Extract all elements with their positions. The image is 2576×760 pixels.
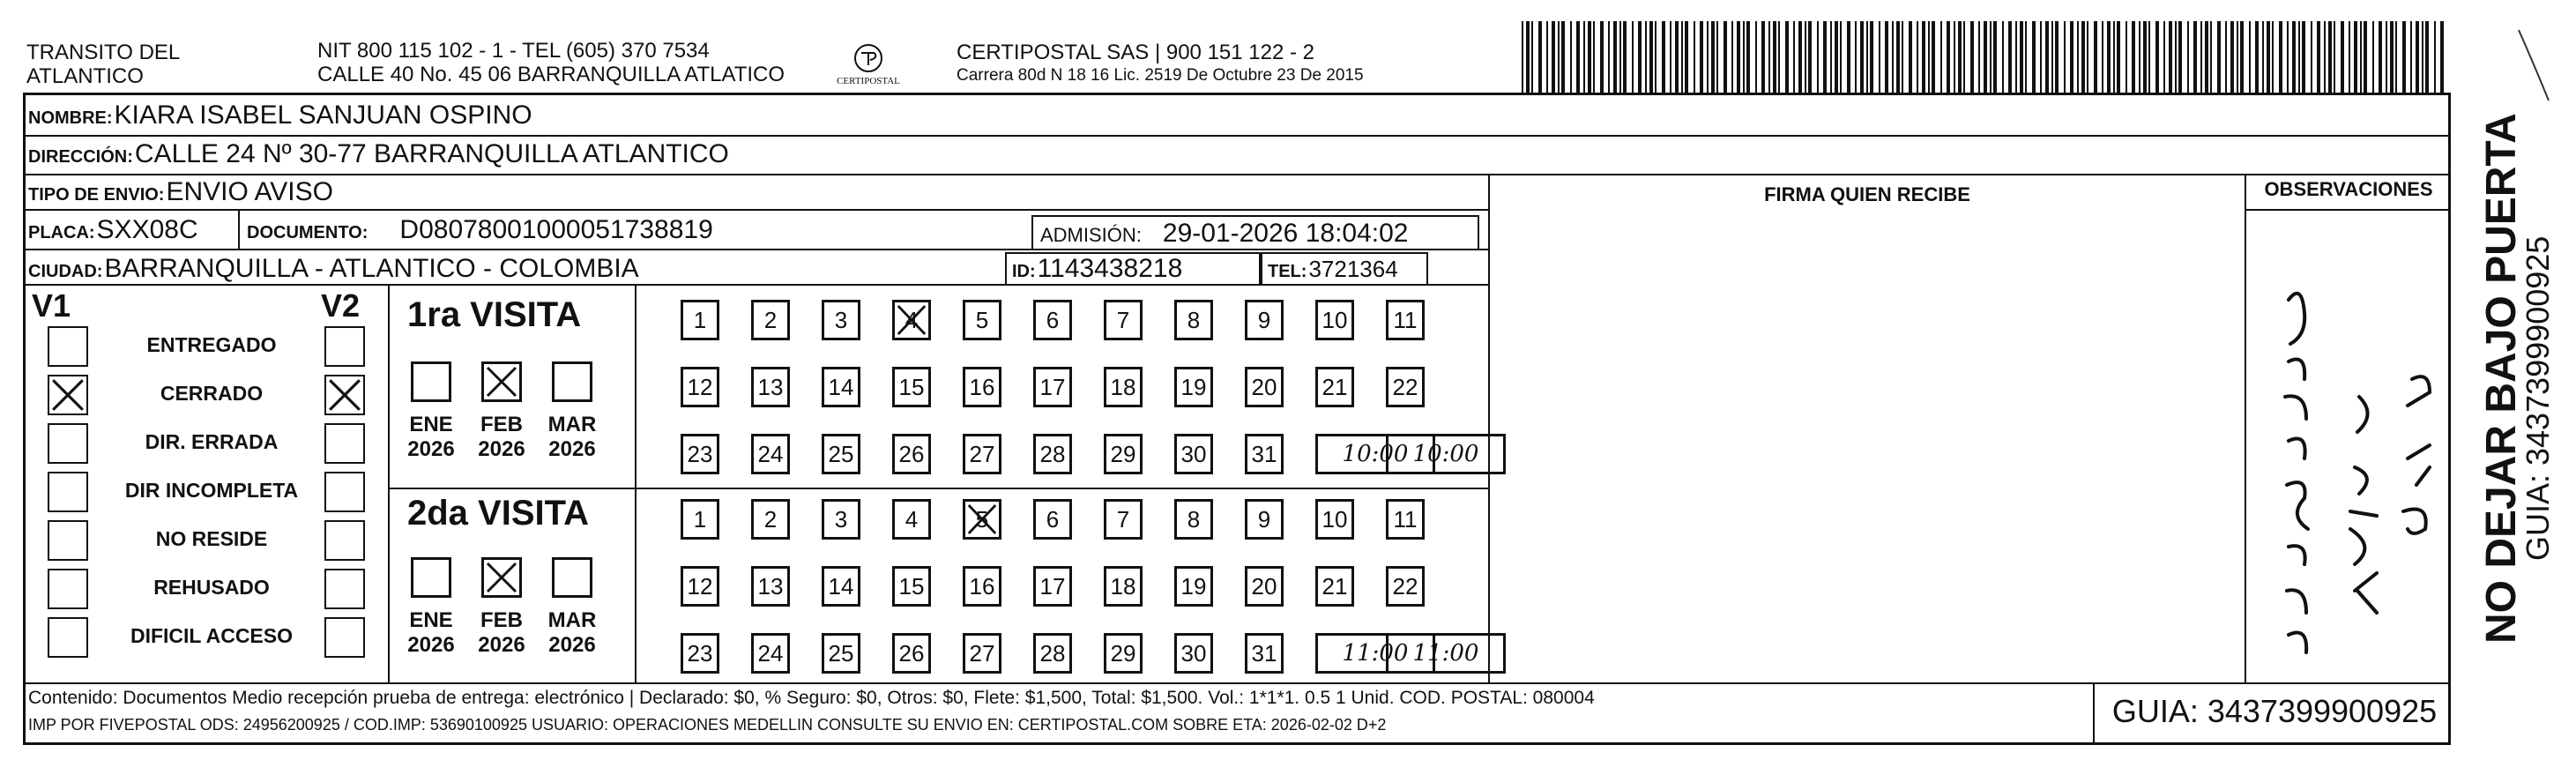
sender-line-2: ATLANTICO [26,64,144,88]
month-name: MAR [547,413,597,436]
day-cell[interactable]: 18 [1104,566,1143,607]
day-cell[interactable]: 16 [963,566,1001,607]
address-line: CALLE 40 No. 45 06 BARRANQUILLA ATLATICO [317,63,785,86]
certipostal-logo [829,41,908,92]
day-cell[interactable]: 10 [1315,499,1354,540]
day-cell[interactable]: 30 [1174,434,1213,474]
admision-value: 29-01-2026 18:04:02 [1162,219,1409,248]
ciudad-value: BARRANQUILLA - ATLANTICO - COLOMBIA [104,254,639,283]
day-cell[interactable]: 29 [1104,633,1143,674]
ciudad-cell [28,254,639,284]
day-cell[interactable]: 11 [1386,499,1425,540]
month-checkbox[interactable] [552,361,592,402]
tel-value: 3721364 [1308,256,1398,282]
status-label: ENTREGADO [146,333,277,356]
direccion-row [28,139,729,169]
no-dejar-bajo-puerta: NO DEJAR BAJO PUERTA [2478,113,2525,644]
day-cell[interactable]: 27 [963,633,1001,674]
month-label [537,608,607,658]
month-name: FEB [480,413,523,436]
sender-contact [317,39,785,86]
day-cell[interactable]: 26 [892,434,931,474]
day-cell[interactable]: 27 [963,434,1001,474]
status-label: REHUSADO [153,576,270,599]
month-label [537,413,607,462]
day-cell[interactable]: 20 [1245,367,1284,407]
status-label: CERRADO [160,382,264,405]
day-cell[interactable]: 26 [892,633,931,674]
nombre-row [28,101,532,130]
day-cell[interactable]: 11 [1386,300,1425,340]
month-checkbox[interactable] [411,557,451,598]
id-label: ID: [1012,262,1036,281]
month-year: 2026 [478,633,525,657]
month-year: 2026 [478,437,525,461]
month-name: ENE [409,608,453,632]
day-cell[interactable]: 4 [892,499,931,540]
license-line: Carrera 80d N 18 16 Lic. 2519 De Octubre 23 De 2015 [957,66,1364,85]
time-cell[interactable]: 11:00 [1315,633,1435,674]
v2-header: V2 [321,287,361,324]
placa-label: PLACA: [28,223,95,242]
status-label: NO RESIDE [155,527,268,550]
day-cell[interactable]: 7 [1104,300,1143,340]
firma-header: FIRMA QUIEN RECIBE [1764,183,1970,205]
barcode [1522,21,2454,95]
id-cell [1012,254,1182,284]
month-checkbox[interactable] [552,557,592,598]
nit-line: NIT 800 115 102 - 1 - TEL (605) 370 7534 [317,39,710,63]
month-name: ENE [409,413,453,436]
nombre-label: NOMBRE: [28,108,113,128]
logo-text: CERTIPOSTAL [837,76,900,86]
day-cell[interactable]: 29 [1104,434,1143,474]
direccion-label: DIRECCIÓN: [28,147,133,167]
placa-value: SXX08C [96,215,198,244]
month-label [466,413,537,462]
day-cell[interactable]: 14 [822,566,860,607]
tipo-row [28,177,333,207]
x-mark-icon [484,560,519,595]
footer-contenido: Contenido: Documentos Medio recepción prueba de entrega: electrónico | Declarado: $0, % Seguro: $0, Otros: $0, Flete: $1,500, Total: $1,500. Vol.: 1*1*1. 0.5 1 Unid. COD. POSTAL: 080004 [28,688,1595,708]
day-cell[interactable]: 4 [892,300,931,340]
x-mark-icon [484,364,519,399]
id-value: 1143438218 [1037,254,1183,283]
x-mark-icon [895,302,928,338]
day-cell[interactable]: 13 [751,367,790,407]
status-label: DIFICIL ACCESO [130,624,293,647]
day-cell[interactable]: 28 [1033,434,1072,474]
month-checkbox[interactable] [411,361,451,402]
day-cell[interactable]: 19 [1174,566,1213,607]
side-guia: GUIA: 3437399900925 [2520,235,2556,561]
day-cell[interactable]: 31 [1245,434,1284,474]
day-cell[interactable]: 30 [1174,633,1213,674]
month-name: MAR [547,608,597,632]
month-year: 2026 [548,633,596,657]
x-mark-icon [965,502,999,537]
handwritten-observations [2253,265,2438,670]
observaciones-header: OBSERVACIONES [2264,178,2433,200]
company-line: CERTIPOSTAL SAS | 900 151 122 - 2 [957,41,1314,64]
day-cell[interactable]: 24 [751,633,790,674]
time-cell[interactable]: 11:00 [1386,633,1506,674]
day-cell[interactable]: 3 [822,300,860,340]
ciudad-label: CIUDAD: [28,262,103,281]
day-cell[interactable]: 22 [1386,566,1425,607]
day-cell[interactable]: 24 [751,434,790,474]
admision-label: ADMISIÓN: [1040,224,1142,246]
day-cell[interactable]: 20 [1245,566,1284,607]
direccion-value: CALLE 24 Nº 30-77 BARRANQUILLA ATLANTICO [134,139,729,168]
day-cell[interactable]: 1 [681,499,719,540]
status-label: DIR INCOMPLETA [124,479,299,502]
guia-box: GUIA: 3437399900925 [2111,693,2438,729]
documento-cell [247,215,713,245]
day-cell[interactable]: 25 [822,434,860,474]
month-label [466,608,537,658]
month-label [396,413,466,462]
time-cell[interactable]: 10:00 [1315,434,1435,474]
month-label [396,608,466,658]
day-cell[interactable]: 12 [681,367,719,407]
tipo-label: TIPO DE ENVIO: [28,185,165,205]
day-cell[interactable]: 25 [822,633,860,674]
day-cell[interactable]: 3 [822,499,860,540]
day-cell[interactable]: 7 [1104,499,1143,540]
day-cell[interactable]: 9 [1245,300,1284,340]
day-cell[interactable]: 10 [1315,300,1354,340]
day-cell[interactable]: 14 [822,367,860,407]
month-checkbox[interactable] [481,557,522,598]
day-cell[interactable]: 28 [1033,633,1072,674]
time-cell[interactable]: 10:00 [1386,434,1506,474]
day-cell[interactable]: 1 [681,300,719,340]
month-checkbox[interactable] [481,361,522,402]
day-cell[interactable]: 8 [1174,499,1213,540]
day-cell[interactable]: 31 [1245,633,1284,674]
day-cell[interactable]: 5 [963,300,1001,340]
corner-stroke [2517,26,2552,106]
footer-imp: IMP POR FIVEPOSTAL ODS: 24956200925 / COD.IMP: 53690100925 USUARIO: OPERACIONES MEDELLIN CONSULTE SU ENVIO EN: CERTIPOSTAL.COM SOBRE ETA: 2026-02-02 D+2 [28,716,1387,734]
day-cell[interactable]: 17 [1033,367,1072,407]
sender-line-1: TRANSITO DEL [26,41,181,64]
documento-label: DOCUMENTO: [247,223,369,242]
day-cell[interactable]: 6 [1033,499,1072,540]
day-cell[interactable]: 15 [892,566,931,607]
month-year: 2026 [407,633,455,657]
visit1-title: 1ra VISITA [407,295,582,334]
company-info [957,41,1364,86]
day-cell[interactable]: 23 [681,633,719,674]
day-cell[interactable]: 9 [1245,499,1284,540]
day-cell[interactable]: 12 [681,566,719,607]
placa-cell [28,215,198,245]
tel-cell [1268,256,1398,283]
day-cell[interactable]: 23 [681,434,719,474]
day-cell[interactable]: 6 [1033,300,1072,340]
nombre-value: KIARA ISABEL SANJUAN OSPINO [114,101,532,130]
month-year: 2026 [407,437,455,461]
day-cell[interactable]: 5 [963,499,1001,540]
day-cell[interactable]: 16 [963,367,1001,407]
month-name: FEB [480,608,523,632]
documento-value: D08078001000051738819 [399,215,713,244]
admision-cell [1040,219,1408,249]
day-cell[interactable]: 22 [1386,367,1425,407]
visit2-title: 2da VISITA [407,494,589,533]
day-cell[interactable]: 17 [1033,566,1072,607]
v1-header: V1 [32,287,71,324]
month-year: 2026 [548,437,596,461]
tipo-value: ENVIO AVISO [166,177,333,206]
tel-label: TEL: [1268,262,1307,281]
day-cell[interactable]: 2 [751,499,790,540]
day-cell[interactable]: 8 [1174,300,1213,340]
day-cell[interactable]: 2 [751,300,790,340]
day-cell[interactable]: 19 [1174,367,1213,407]
day-cell[interactable]: 15 [892,367,931,407]
sender-name [26,41,180,88]
day-cell[interactable]: 13 [751,566,790,607]
status-label: DIR. ERRADA [145,430,279,453]
day-cell[interactable]: 21 [1315,566,1354,607]
day-cell[interactable]: 21 [1315,367,1354,407]
day-cell[interactable]: 18 [1104,367,1143,407]
